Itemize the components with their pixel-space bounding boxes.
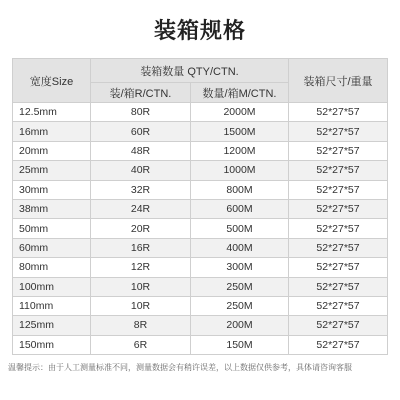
cell-quantity: 1200M [191,141,289,160]
cell-width: 50mm [13,219,91,238]
cell-quantity: 300M [191,258,289,277]
cell-size: 52*27*57 [289,199,388,218]
cell-rolls: 40R [91,161,191,180]
cell-rolls: 8R [91,316,191,335]
table-row [13,277,388,296]
cell-rolls: 20R [91,219,191,238]
cell-size: 52*27*57 [289,316,388,335]
cell-quantity: 200M [191,316,289,335]
cell-quantity: 1000M [191,161,289,180]
table-row [13,161,388,180]
cell-rolls: 32R [91,180,191,199]
cell-width: 12.5mm [13,103,91,122]
header-width: 宽度Size [13,59,91,103]
table-row [13,103,388,122]
cell-quantity: 250M [191,296,289,315]
cell-width: 100mm [13,277,91,296]
cell-size: 52*27*57 [289,141,388,160]
cell-width: 25mm [13,161,91,180]
cell-width: 110mm [13,296,91,315]
cell-width: 30mm [13,180,91,199]
cell-quantity: 1500M [191,122,289,141]
table-row [13,199,388,218]
cell-size: 52*27*57 [289,180,388,199]
cell-quantity: 150M [191,335,289,354]
cell-quantity: 2000M [191,103,289,122]
cell-width: 150mm [13,335,91,354]
packing-spec-table [12,58,388,355]
table-row [13,122,388,141]
cell-rolls: 12R [91,258,191,277]
table-row [13,258,388,277]
header-packing-qty: 装箱数量 QTY/CTN. [91,59,289,83]
cell-width: 20mm [13,141,91,160]
table-row [13,180,388,199]
table-row [13,296,388,315]
cell-size: 52*27*57 [289,219,388,238]
cell-size: 52*27*57 [289,258,388,277]
table-row [13,335,388,354]
cell-quantity: 800M [191,180,289,199]
table-row [13,238,388,257]
cell-rolls: 6R [91,335,191,354]
header-box-size: 装箱尺寸/重量 [289,59,388,103]
cell-rolls: 80R [91,103,191,122]
cell-width: 125mm [13,316,91,335]
disclaimer-note: 温馨提示：由于人工测量标准不同，测量数据会有稍许误差，以上数据仅供参考，具体请咨询客服 [8,363,352,372]
cell-width: 60mm [13,238,91,257]
cell-quantity: 600M [191,199,289,218]
cell-width: 38mm [13,199,91,218]
cell-rolls: 16R [91,238,191,257]
cell-rolls: 10R [91,296,191,315]
cell-size: 52*27*57 [289,296,388,315]
cell-size: 52*27*57 [289,238,388,257]
cell-size: 52*27*57 [289,103,388,122]
cell-size: 52*27*57 [289,161,388,180]
cell-rolls: 10R [91,277,191,296]
cell-quantity: 250M [191,277,289,296]
header-quantity: 数量/箱M/CTN. [191,83,289,103]
table-row [13,219,388,238]
cell-rolls: 48R [91,141,191,160]
table-row [13,141,388,160]
cell-size: 52*27*57 [289,335,388,354]
cell-size: 52*27*57 [289,277,388,296]
cell-width: 16mm [13,122,91,141]
cell-width: 80mm [13,258,91,277]
page-title: 装箱规格 [153,19,246,44]
cell-rolls: 60R [91,122,191,141]
cell-rolls: 24R [91,199,191,218]
cell-size: 52*27*57 [289,122,388,141]
cell-quantity: 400M [191,238,289,257]
cell-quantity: 500M [191,219,289,238]
header-per-box: 装/箱R/CTN. [91,83,191,103]
table-row [13,316,388,335]
